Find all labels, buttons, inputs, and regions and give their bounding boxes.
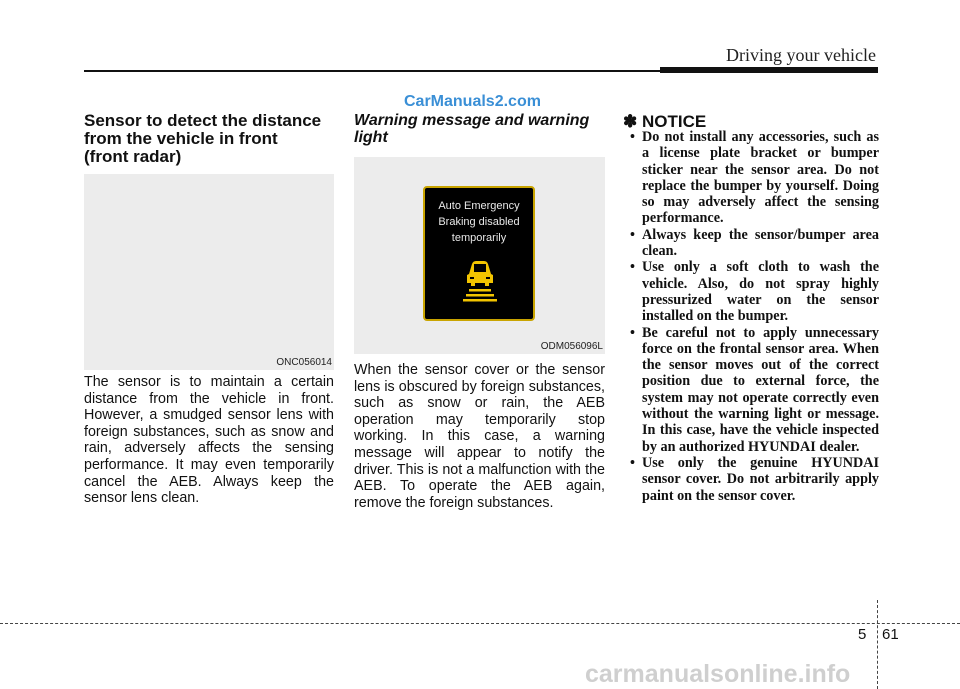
notice-title: ✽ NOTICE: [623, 112, 707, 131]
heading-line: from the vehicle in front: [84, 129, 278, 148]
watermark-link[interactable]: CarManuals2.com: [404, 93, 541, 110]
header-rule-thick: [660, 67, 878, 73]
header-rule: [84, 70, 660, 72]
footer-divider: [0, 623, 960, 624]
notice-item: • Do not install any accessories, such as a license plate bracket or bumper sticker near the sensor area. Do not replace the bumper by yourself. Doing so may adversely affect the sensing performance.: [630, 129, 879, 227]
notice-item: • Be careful not to apply unnecessary force on the frontal sensor area. When the sensor moves out of the correct position due to external force, the system may not operate correctly even without the warning light or message. In this case, have the vehicle inspected by an authorized HYUNDAI dealer.: [630, 324, 879, 455]
forward-collision-warning-icon: [461, 256, 499, 302]
radar-sensor-figure: [84, 174, 334, 370]
figure-code: ODM056096L: [540, 341, 603, 352]
chapter-number: 5: [858, 626, 867, 643]
notice-list: [623, 129, 879, 504]
aeb-warning-display: [423, 186, 535, 321]
warning-line: temporarily: [451, 232, 507, 244]
warning-description: When the sensor cover or the sensor lens is obscured by foreign substances, such as snow or rain, the AEB operation may temporarily stop working. In this case, a warning message will appear to notify the driver. This is not a malfunction with the AEB. To operate the AEB again, remove the foreign substances.: [354, 362, 605, 511]
warning-message-figure: [354, 157, 605, 354]
heading-line: (front radar): [84, 147, 182, 166]
notice-item: • Use only the genuine HYUNDAI sensor cover. Do not arbitrarily apply paint on the sensor cover.: [630, 454, 879, 504]
page-number: 61: [882, 626, 899, 643]
warning-line: Braking disabled: [438, 216, 520, 228]
heading-line: light: [354, 129, 388, 146]
section-heading-warning: [354, 112, 604, 146]
figure-code: ONC056014: [276, 357, 332, 368]
section-heading-front-radar: [84, 112, 334, 166]
heading-line: Sensor to detect the distance: [84, 111, 322, 130]
notice-item: • Always keep the sensor/bumper area clean.: [630, 226, 879, 260]
site-watermark: carmanualsonline.info: [585, 660, 851, 688]
heading-line: Warning message and warning: [354, 112, 590, 129]
footer-page-divider: [877, 600, 878, 689]
warning-line: Auto Emergency: [438, 200, 520, 212]
section-title: Driving your vehicle: [726, 45, 876, 65]
notice-item: • Use only a soft cloth to wash the vehicle. Also, do not spray highly pressurized water on the sensor installed on the bumper.: [630, 259, 879, 325]
radar-sensor-description: The sensor is to maintain a certain distance from the vehicle in front. However, a smudged sensor lens with foreign substances, such as snow and rain, adversely affects the sensing performance. It may even temporarily cancel the AEB. Always keep the sensor lens clean.: [84, 374, 334, 507]
